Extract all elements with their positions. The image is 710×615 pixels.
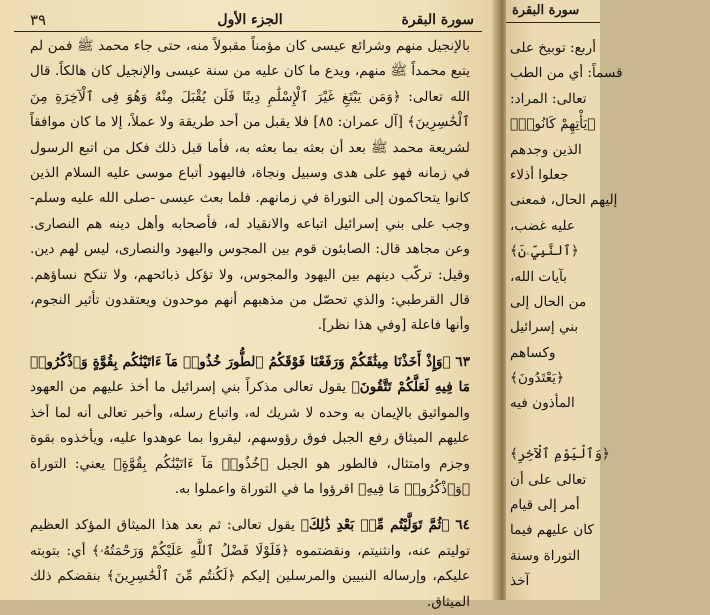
facing-line: قسماً: أي من الطب [510,65,623,82]
paragraph-verse-64 [30,513,470,615]
facing-surah-title: سورة البقرة [512,3,580,18]
tafsir-body [30,34,470,615]
facing-line: أربع: توبيخ على [510,40,596,56]
facing-line: ﴿وَٱلْيَوْمِ ٱلْآخِرِ﴾ [510,446,610,463]
quran-verse: ﴿ثُمَّ تَوَلَّيْتُم مِّنۢ بَعْدِ ذَٰلِكَ﴾ [300,517,450,534]
facing-line: أمر إلى قيام [510,497,580,514]
facing-page-text [510,36,710,595]
juz-title: الجزء الأول [217,12,283,28]
facing-line: من الحال إلى [510,293,587,310]
facing-header-rule [506,22,600,23]
facing-line: الذين وجدهم [510,141,582,158]
surah-title: سورة البقرة [401,12,474,28]
facing-line: تعالى: المراد: [510,90,587,107]
facing-line: تعالى على أن [510,471,587,488]
facing-line: بني إسرائيل [510,319,579,336]
facing-line: كان عليهم فيما [510,522,594,539]
facing-line [510,417,710,442]
facing-line: التوراة وسنة [510,547,581,564]
paragraph-text: يقول تعالى مذكراً بني إسرائيل ما أخذ عليهم من العهود والمواثيق بالإيمان به وحده لا شريك له، واتباع رسله، وأخبر تعالى أنه لما أخذ عليهم الميثاق رفع الجبل فوق رؤوسهم، ليقروا بما عوهدوا عليه، ويأخذوه بقوة وجزم وامتثال، فالطور هو الجبل ﴿خُذُوا۟ مَآ ءَاتَيْنَٰكُم بِقُوَّةٍ﴾ يعني: التوراة ﴿وَٱذْكُرُوا۟ مَا فِيهِ﴾ اقرؤوا ما في التوراة واعملوا به. [30,379,470,497]
facing-line: آخذ [510,573,530,590]
paragraph-verse-63 [30,350,470,502]
facing-line: وكساهم [510,344,556,361]
facing-line: المأذون فيه [510,395,575,412]
facing-page [506,0,623,600]
facing-line: إليهم الحال، فمعنى [510,192,618,209]
verse-number: ٦٣ [455,353,470,370]
facing-line: جعلوا أذلاء [510,166,569,183]
paragraph-text: بالإنجيل منهم وشرائع عيسى كان مؤمناً مقبولاً منه، حتى جاء محمد ﷺ فمن لم يتبع محمداً ﷺ منهم، ويدع ما كان عليه من سنة عيسى والإنجيل كان هالكاً. قال الله تعالى: ﴿وَمَن يَبْتَغِ غَيْرَ ٱلْإِسْلَٰمِ دِينًا فَلَن يُقْبَلَ مِنْهُ وَهُوَ فِى ٱلْآخِرَةِ مِنَ ٱلْخَٰسِرِينَ﴾ [آل عمران: ٨٥] فلا يقبل من أحد طريقة ولا عملاً، إلا ما كان موافقاً لشريعة محمد ﷺ بعد أن بعثه بما بعثه به، فأما قبل ذلك فكل من اتبع الرسول في زمانه فهو على هدى وسبيل ونجاة، فاليهود أتباع موسى عليه السلام الذين كانوا يتحاكمون إلى التوراة في زمانهم. فلما بعث عيسى -صلى الله عليه وسلم- وجب على بني إسرائيل اتباعه والانقياد له، فأصحابه وأهل دينه هم النصارى. وعن مجاهد قال: الصابئون قوم بين المجوس واليهود والنصارى، ليس لهم دين. وقيل: تركّب دينهم بين اليهود والمجوس، ولا تؤكل ذبائحهم، ولا تنكح نساؤهم. قال القرطبي: والذي تحصّل من مذهبهم أنهم موحدون ويعتقدون تأثير النجوم، وأنها فاعلة [وفي هذا نظر]. [30,38,470,334]
page-number: ٣٩ [30,11,47,29]
facing-line: عليه غضب، [510,217,575,234]
paragraph-text: يقول تعالى: ثم بعد هذا الميثاق المؤكد العظيم توليتم عنه، وانثنيتم، ونقضتموه ﴿فَلَوْلَا فَضْلُ ٱللَّهِ عَلَيْكُمْ وَرَحْمَتُهُۥ﴾ أي: بتوبته عليكم، وإرساله النبيين والمرسلين إليكم ﴿لَكُنتُم مِّنَ ٱلْخَٰسِرِينَ﴾ بنقضكم ذلك الميثاق. [30,517,470,610]
verse-number: ٦٤ [455,517,470,534]
quran-verse: ﴿وَإِذْ أَخَذْنَا مِيثَٰقَكُمْ وَرَفَعْنَا فَوْقَكُمُ ٱلطُّورَ خُذُوا۟ مَآ ءَاتَيْنَٰكُم بِقُوَّةٍ وَٱذْكُرُوا۟ مَا فِيهِ لَعَلَّكُمْ تَتَّقُونَ﴾ [30,353,470,396]
facing-line: ﴿ٱلنَّبِيِّۦنَ﴾ [510,243,579,260]
header-rule [14,31,482,32]
facing-line: ﴿يَأْتِهِمْ كَانُوا۟﴾ [510,116,596,133]
paragraph-intro [30,34,470,339]
facing-line: ﴿يَعْتَدُونَ﴾ [510,370,565,387]
facing-line: بآيات الله، [510,268,568,285]
running-head [0,0,498,32]
